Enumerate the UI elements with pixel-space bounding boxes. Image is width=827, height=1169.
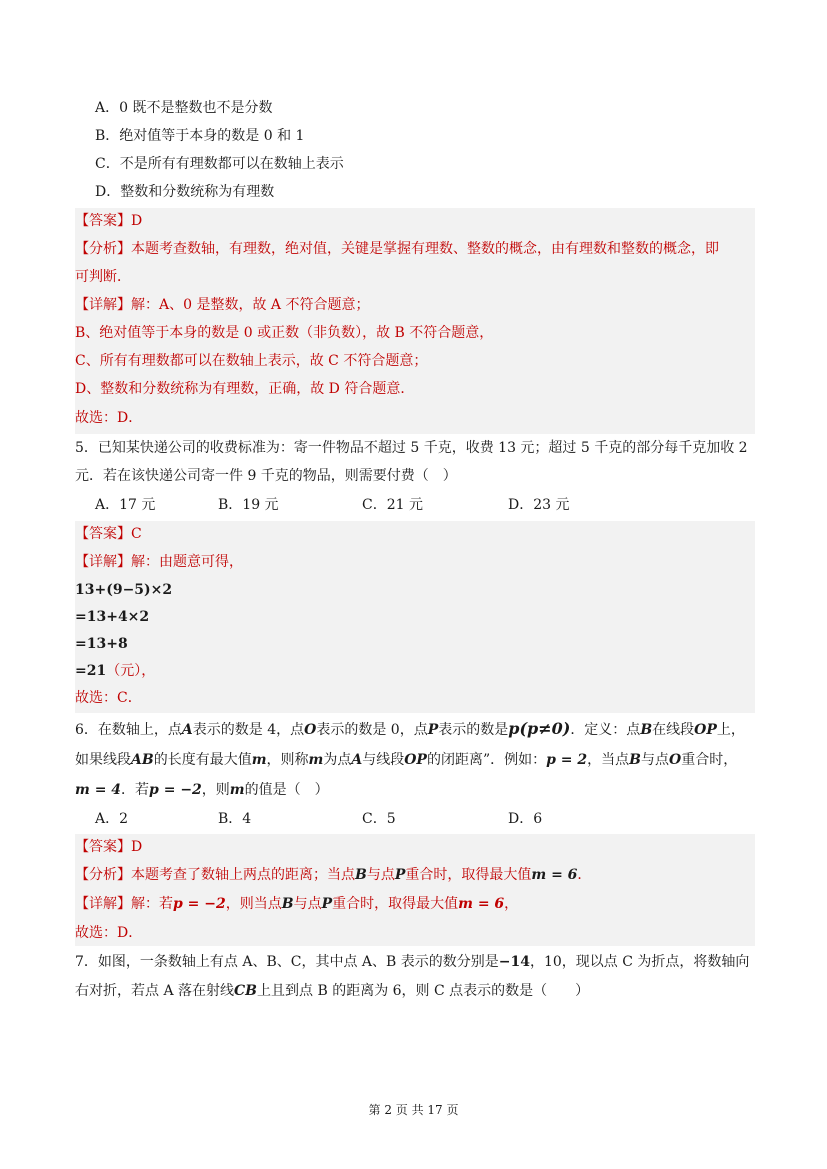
m-equals-6: m = 6 <box>531 867 578 883</box>
text: 的值是（ ） <box>244 782 329 798</box>
analysis-text: 本题考查数轴，有理数，绝对值，关键是掌握有理数、整数的概念，由有理数和整数的概念，即 <box>131 241 719 257</box>
text: 重合时， <box>681 752 738 768</box>
q4-option-b: B．绝对值等于本身的数是 0 和 1 <box>95 128 305 144</box>
point-o: O <box>669 752 682 768</box>
text: ．若 <box>121 782 150 798</box>
q7-stem-line1 <box>75 951 749 973</box>
answer-value: C <box>131 526 142 542</box>
segment-op: OP <box>404 752 427 768</box>
p-equals-2: p = 2 <box>546 752 588 768</box>
detail-text: 解：A、0 是整数，故 A 不符合题意； <box>131 297 370 313</box>
answer-tag: 【答案】 <box>75 213 131 229</box>
q4-option-a: A．0 既不是整数也不是分数 <box>95 100 273 116</box>
q5-stem-line1: 5．已知某快递公司的收费标准为：寄一件物品不超过 5 千克，收费 13 元；超过 5 千克的部分每千克加收 2 <box>75 440 748 456</box>
detail-tag: 【详解】 <box>75 297 131 313</box>
q6-option-c: C．5 <box>362 811 396 827</box>
q5-calc-step4 <box>75 660 155 682</box>
value-neg14: −14 <box>498 954 530 970</box>
q6-analysis: 【分析】本题考查了数轴上两点的距离；当点B与点P重合时，取得最大值m = 6． <box>75 867 592 883</box>
text: 表示的数是 0，点 <box>316 722 428 738</box>
detail-text: 解：由题意可得， <box>131 554 243 570</box>
q6-answer-block <box>75 834 755 946</box>
q4-analysis-cont: 可判断． <box>75 269 131 285</box>
q5-calc-step2: =13+4×2 <box>75 609 150 625</box>
answer-value: D <box>131 839 143 855</box>
text: 上且到点 B 的距离为 6，则 C 点表示的数是（ ） <box>257 983 590 999</box>
calc-unit: （元）， <box>106 663 156 679</box>
point-p: P <box>427 722 439 738</box>
point-a: A <box>181 722 193 738</box>
q4-answer <box>75 210 142 232</box>
answer-tag: 【答案】 <box>75 526 131 542</box>
point-o: O <box>304 722 317 738</box>
q4-option-c: C．不是所有有理数都可以在数轴上表示 <box>95 156 344 172</box>
text: ．定义：点 <box>570 722 641 738</box>
answer-tag: 【答案】 <box>75 839 131 855</box>
text: 重合时，取得最大值 <box>405 867 532 883</box>
text: ，10，现以点 C 为折点，将数轴向 <box>529 954 750 970</box>
q5-calc-step3: =13+8 <box>75 636 128 652</box>
text: 6．在数轴上，点 <box>75 722 182 738</box>
point-a: A <box>351 752 363 768</box>
q4-detail-b: B、绝对值等于本身的数是 0 或正数（非负数），故 B 不符合题意， <box>75 325 494 341</box>
q4-detail <box>75 294 369 316</box>
q6-answer <box>75 836 142 858</box>
q5-option-c: C．21 元 <box>362 497 423 513</box>
point-p: P <box>394 867 406 883</box>
var-m: m <box>308 752 324 768</box>
q5-stem-line2: 元．若在该快递公司寄一件 9 千克的物品，则需要付费（ ） <box>75 468 457 484</box>
detail-tag: 【详解】 <box>75 896 131 912</box>
text: 上， <box>716 722 745 738</box>
text: 的闭距离”．例如： <box>426 752 547 768</box>
detail-tag: 【详解】 <box>75 554 131 570</box>
point-p: P <box>321 896 333 912</box>
p-equals-neg2: p = −2 <box>149 782 202 798</box>
var-m: m <box>251 752 267 768</box>
analysis-tag: 【分析】 <box>75 241 131 257</box>
text: ，则当点 <box>225 896 282 912</box>
text: 本题考查了数轴上两点的距离；当点 <box>131 867 355 883</box>
text: 与点 <box>293 896 322 912</box>
q6-stem-line1 <box>75 718 745 741</box>
m-equals-4: m = 4 <box>75 782 122 798</box>
text: 如果线段 <box>75 752 131 768</box>
text: 重合时，取得最大值 <box>332 896 459 912</box>
answer-value: D <box>131 213 143 229</box>
text: 表示的数是 <box>438 722 509 738</box>
point-b: B <box>640 722 653 738</box>
point-b: B <box>355 867 367 883</box>
q5-answer <box>75 523 142 545</box>
q5-answer-block <box>75 521 755 713</box>
q4-detail-c: C、所有有理数都可以在数轴上表示，故 C 不符合题意； <box>75 353 428 369</box>
q6-choose: 故选：D． <box>75 925 143 941</box>
text: 7．如图，一条数轴上有点 A、B、C，其中点 A、B 表示的数分别是 <box>75 954 499 970</box>
q5-detail <box>75 551 243 573</box>
q6-stem-line2 <box>75 749 737 771</box>
q6-detail: 【详解】解：若p = −2，则当点B与点P重合时，取得最大值m = 6， <box>75 896 519 912</box>
calc-result: =21 <box>75 663 107 679</box>
text: 右对折，若点 A 落在射线 <box>75 983 235 999</box>
q5-option-d: D．23 元 <box>508 497 570 513</box>
text: 的长度有最大值 <box>153 752 252 768</box>
text: 与点 <box>641 752 669 768</box>
q4-option-d: D．整数和分数统称为有理数 <box>95 184 275 200</box>
point-b: B <box>629 752 641 768</box>
q6-option-d: D．6 <box>508 811 543 827</box>
page-footer: 第 2 页 共 17 页 <box>368 1103 459 1117</box>
text: 与线段 <box>362 752 405 768</box>
analysis-tag: 【分析】 <box>75 867 131 883</box>
text: 解：若 <box>131 896 173 912</box>
q6-option-a: A．2 <box>95 811 129 827</box>
text: 在线段 <box>652 722 695 738</box>
q4-choose: 故选：D． <box>75 410 143 426</box>
text: 表示的数是 4，点 <box>192 722 305 738</box>
text: 为点 <box>323 752 352 768</box>
q4-detail-d: D、整数和分数统称为有理数，正确，故 D 符合题意． <box>75 381 415 397</box>
q6-stem-line3 <box>75 779 329 801</box>
q5-calc-step1: 13+(9−5)×2 <box>75 582 173 598</box>
p-equals-neg2: p = −2 <box>173 896 226 912</box>
point-b: B <box>281 896 294 912</box>
text: 与点 <box>366 867 395 883</box>
ray-cb: CB <box>234 983 257 999</box>
text: ，当点 <box>587 752 630 768</box>
q5-choose: 故选：C． <box>75 690 142 706</box>
q4-analysis <box>75 238 719 260</box>
segment-op: OP <box>694 722 717 738</box>
m-equals-6: m = 6 <box>458 896 505 912</box>
q5-option-a: A．17 元 <box>95 497 156 513</box>
var-m: m <box>229 782 245 798</box>
q7-stem-line2 <box>75 980 589 1002</box>
segment-ab: AB <box>131 752 154 768</box>
q6-option-b: B．4 <box>218 811 252 827</box>
p-expression: p(p≠0) <box>508 719 571 738</box>
text: ，则称 <box>266 752 309 768</box>
q5-option-b: B．19 元 <box>218 497 279 513</box>
text: ，则 <box>201 782 230 798</box>
